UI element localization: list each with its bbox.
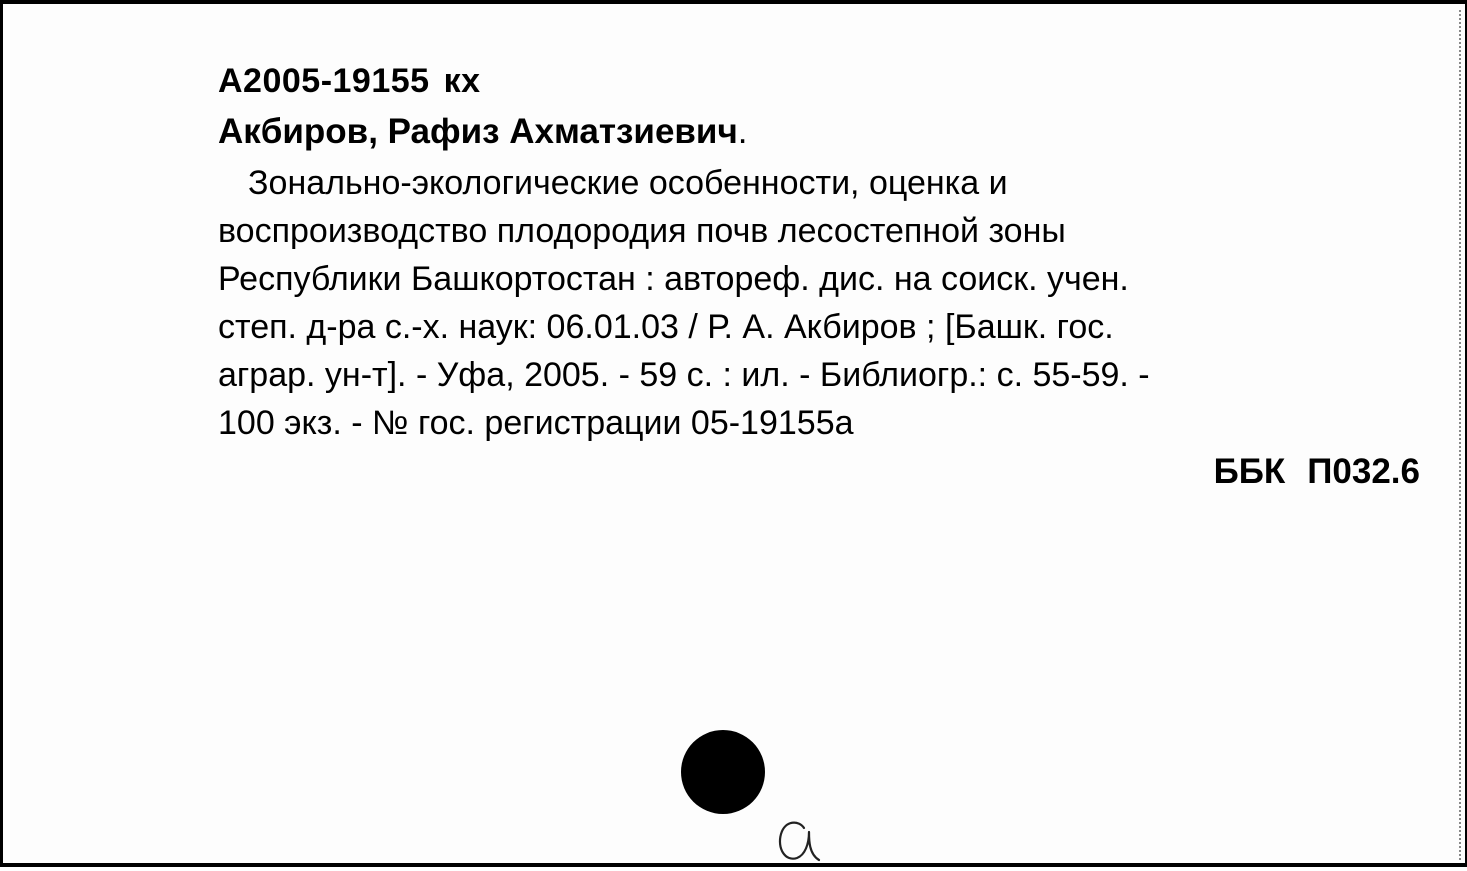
- description-line: воспроизводство плодородия почв лесостепной зоны: [218, 212, 1066, 250]
- bbk-code: П032.6: [1307, 452, 1420, 491]
- description-line: 100 экз. - № гос. регистрации 05-19155а: [218, 404, 854, 442]
- author-period: .: [737, 112, 748, 151]
- description-line: степ. д-ра с.-х. наук: 06.01.03 / Р. А. Акбиров ; [Башк. гос.: [218, 308, 1114, 346]
- handwritten-mark: [771, 802, 831, 866]
- handwritten-mark-text: [831, 802, 832, 803]
- card-edge: [1449, 10, 1461, 860]
- author-line: [218, 112, 748, 152]
- punch-hole: [681, 730, 765, 814]
- description-line: Республики Башкортостан : автореф. дис. на соиск. учен.: [218, 260, 1129, 298]
- description-line: Зонально-экологические особенности, оценка и: [248, 164, 1008, 202]
- collection-mark: кх: [443, 62, 481, 100]
- handwritten-a-icon: [771, 802, 831, 866]
- description-line: аграр. ун-т]. - Уфа, 2005. - 59 с. : ил. - Библиогр.: с. 55-59. -: [218, 356, 1150, 394]
- call-number-line: [218, 62, 481, 101]
- bbk-classification: [1214, 452, 1420, 492]
- bbk-label: ББК: [1213, 452, 1286, 491]
- call-number: А2005-19155: [218, 62, 430, 100]
- author-name: Акбиров, Рафиз Ахматзиевич: [218, 112, 738, 151]
